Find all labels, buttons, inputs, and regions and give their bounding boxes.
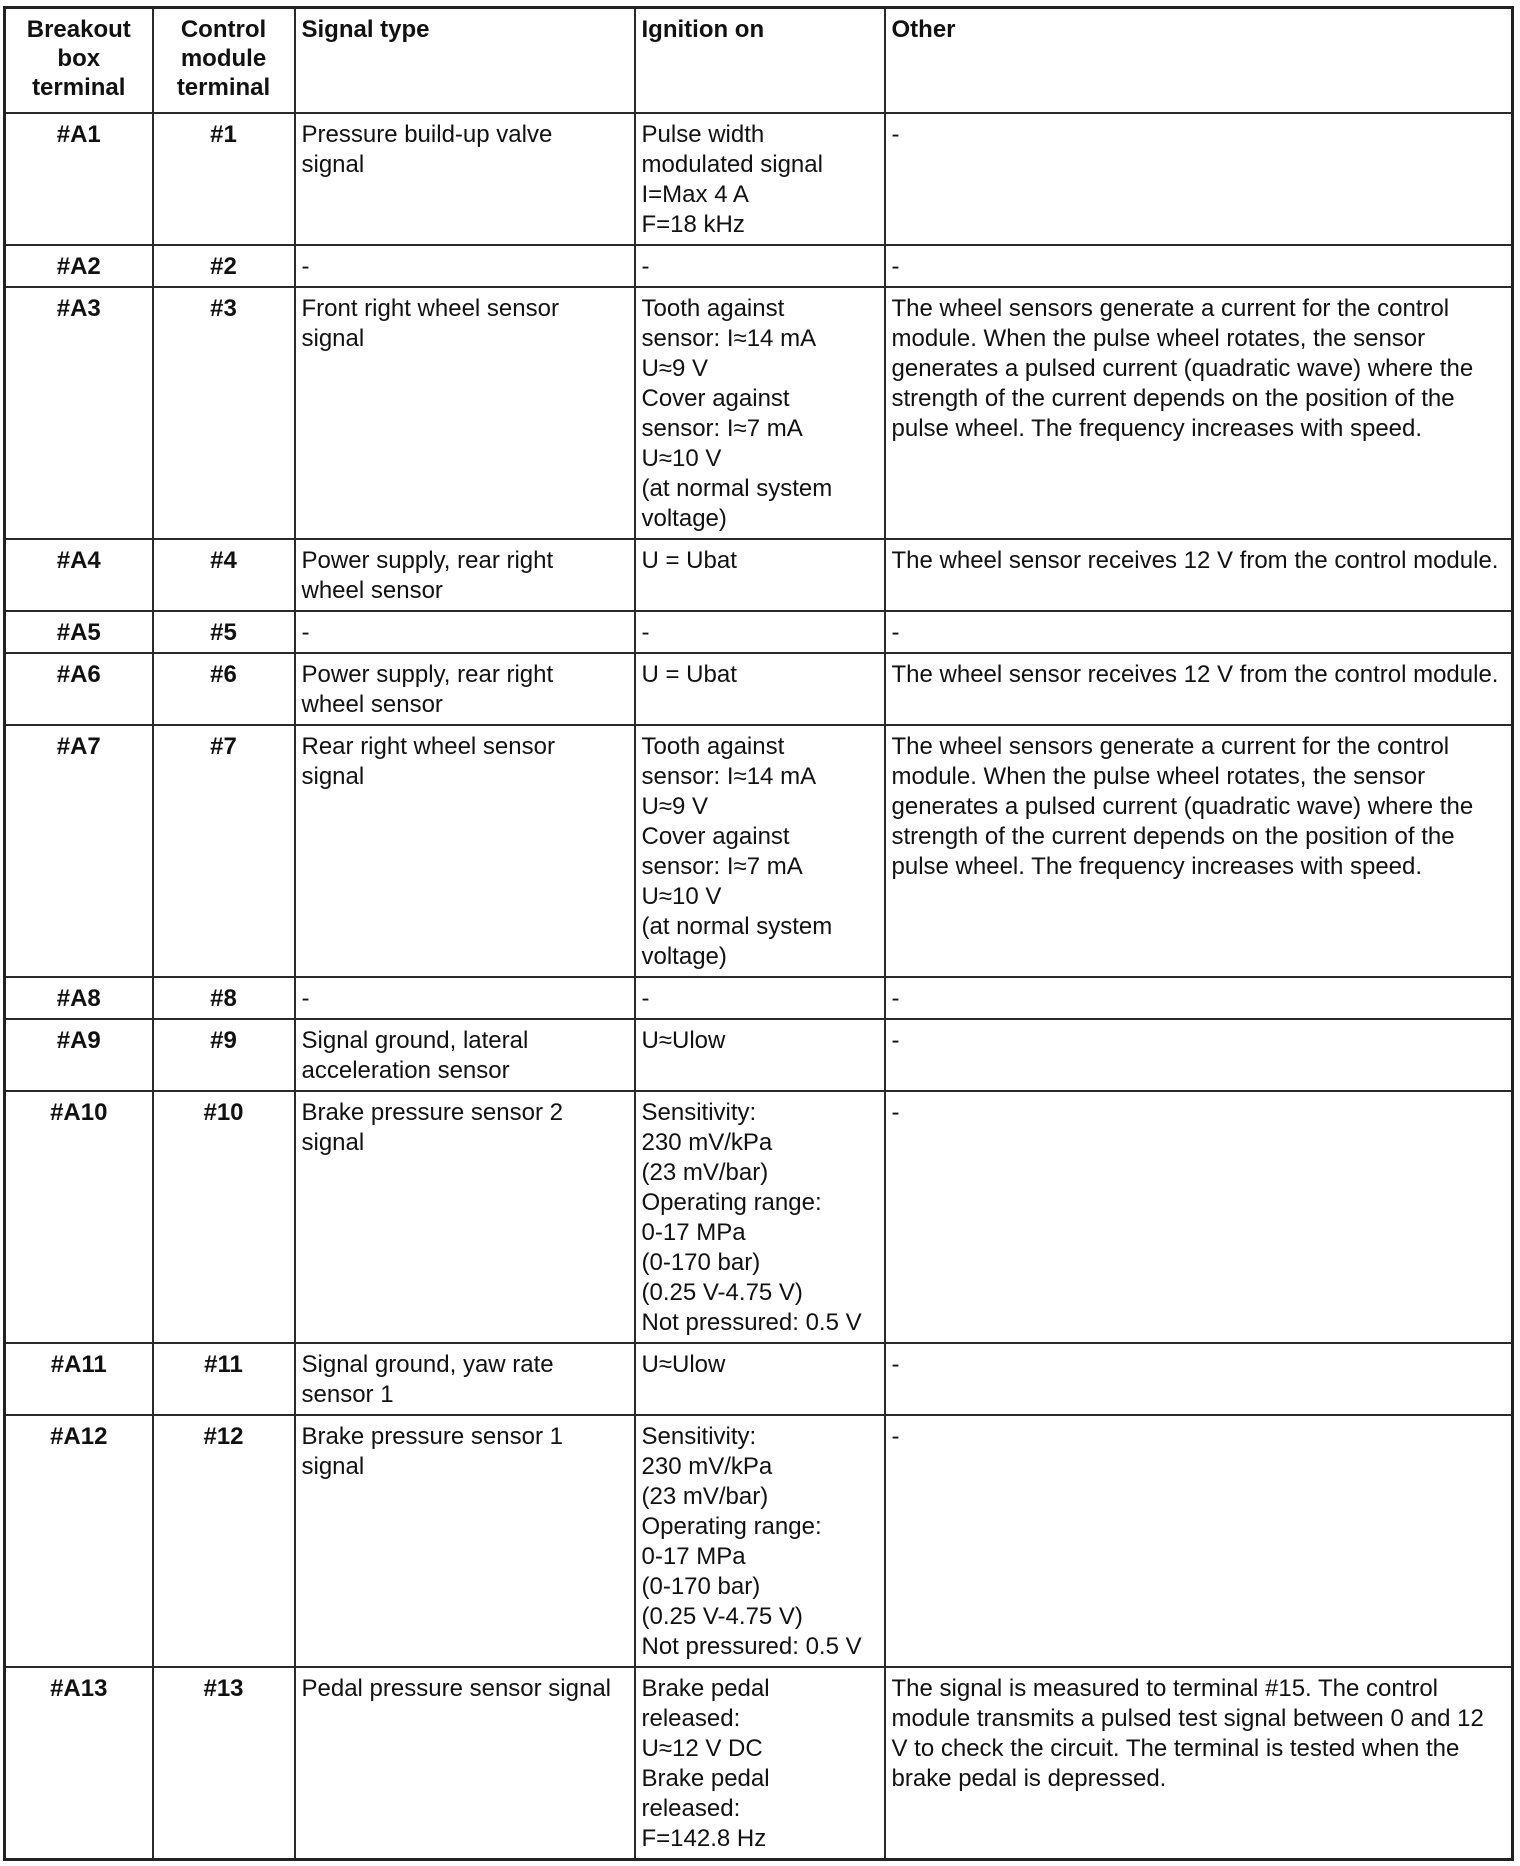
other-cell: - — [885, 611, 1513, 653]
breakout-terminal-cell: #A10 — [5, 1091, 153, 1343]
control-terminal-cell: #12 — [153, 1415, 295, 1667]
signal-type-cell: Power supply, rear right wheel sensor — [295, 539, 635, 611]
control-terminal-cell: #8 — [153, 977, 295, 1019]
header-ignition-on: Ignition on — [635, 8, 885, 114]
ignition-on-cell: Pulse width modulated signal I=Max 4 A F=18 kHz — [635, 113, 885, 245]
other-cell: - — [885, 977, 1513, 1019]
control-terminal-cell: #10 — [153, 1091, 295, 1343]
breakout-terminal-cell: #A6 — [5, 653, 153, 725]
control-terminal-cell: #9 — [153, 1019, 295, 1091]
ignition-on-cell: Sensitivity: 230 mV/kPa (23 mV/bar) Operating range: 0-17 MPa (0-170 bar) (0.25 V-4.75 V) Not pressured: 0.5 V — [635, 1415, 885, 1667]
signal-type-cell: Front right wheel sensor signal — [295, 287, 635, 539]
other-cell: The wheel sensors generate a current for the control module. When the pulse wheel rotates, the sensor generates a pulsed current (quadratic wave) where the strength of the current depends on the position of the pulse wheel. The frequency increases with speed. — [885, 725, 1513, 977]
other-cell: The wheel sensors generate a current for the control module. When the pulse wheel rotates, the sensor generates a pulsed current (quadratic wave) where the strength of the current depends on the position of the pulse wheel. The frequency increases with speed. — [885, 287, 1513, 539]
signal-type-cell: - — [295, 245, 635, 287]
table-row — [5, 113, 1513, 245]
signal-type-cell: Pedal pressure sensor signal — [295, 1667, 635, 1860]
table-row — [5, 245, 1513, 287]
signal-type-cell: Signal ground, lateral acceleration sensor — [295, 1019, 635, 1091]
other-cell: - — [885, 1343, 1513, 1415]
ignition-on-cell: U≈Ulow — [635, 1343, 885, 1415]
other-cell: The wheel sensor receives 12 V from the control module. — [885, 539, 1513, 611]
breakout-terminal-cell: #A4 — [5, 539, 153, 611]
signal-type-cell: Pressure build-up valve signal — [295, 113, 635, 245]
signal-type-cell: Brake pressure sensor 1 signal — [295, 1415, 635, 1667]
ignition-on-cell: Sensitivity: 230 mV/kPa (23 mV/bar) Operating range: 0-17 MPa (0-170 bar) (0.25 V-4.75 V) Not pressured: 0.5 V — [635, 1091, 885, 1343]
other-cell: - — [885, 1415, 1513, 1667]
ignition-on-cell: Brake pedal released: U≈12 V DC Brake pedal released: F=142.8 Hz — [635, 1667, 885, 1860]
table-row — [5, 1091, 1513, 1343]
other-cell: - — [885, 1091, 1513, 1343]
document-page — [3, 6, 1511, 1861]
control-terminal-cell: #11 — [153, 1343, 295, 1415]
breakout-terminal-cell: #A2 — [5, 245, 153, 287]
ignition-on-cell: U≈Ulow — [635, 1019, 885, 1091]
control-terminal-cell: #1 — [153, 113, 295, 245]
breakout-terminal-cell: #A1 — [5, 113, 153, 245]
signal-type-cell: Signal ground, yaw rate sensor 1 — [295, 1343, 635, 1415]
signal-type-cell: - — [295, 977, 635, 1019]
header-signal-type: Signal type — [295, 8, 635, 114]
table-row — [5, 725, 1513, 977]
signal-type-cell: Power supply, rear right wheel sensor — [295, 653, 635, 725]
other-cell: The signal is measured to terminal #15. The control module transmits a pulsed test signal between 0 and 12 V to check the circuit. The terminal is tested when the brake pedal is depressed. — [885, 1667, 1513, 1860]
ignition-on-cell: Tooth against sensor: I≈14 mA U≈9 V Cover against sensor: I≈7 mA U≈10 V (at normal system voltage) — [635, 287, 885, 539]
control-terminal-cell: #5 — [153, 611, 295, 653]
breakout-terminal-cell: #A9 — [5, 1019, 153, 1091]
control-terminal-cell: #4 — [153, 539, 295, 611]
signal-type-cell: Brake pressure sensor 2 signal — [295, 1091, 635, 1343]
table-row — [5, 653, 1513, 725]
breakout-terminal-cell: #A12 — [5, 1415, 153, 1667]
header-control-module-terminal: Control module terminal — [153, 8, 295, 114]
breakout-terminal-cell: #A3 — [5, 287, 153, 539]
breakout-terminal-cell: #A13 — [5, 1667, 153, 1860]
breakout-terminal-cell: #A5 — [5, 611, 153, 653]
ignition-on-cell: U = Ubat — [635, 539, 885, 611]
header-breakout-terminal: Breakout box terminal — [5, 8, 153, 114]
breakout-terminal-cell: #A11 — [5, 1343, 153, 1415]
table-row — [5, 611, 1513, 653]
table-row — [5, 1667, 1513, 1860]
control-terminal-cell: #13 — [153, 1667, 295, 1860]
header-other: Other — [885, 8, 1513, 114]
ignition-on-cell: - — [635, 245, 885, 287]
signal-type-cell: - — [295, 611, 635, 653]
header-row — [5, 8, 1513, 114]
table-row — [5, 1019, 1513, 1091]
table-row — [5, 287, 1513, 539]
table-row — [5, 1415, 1513, 1667]
ignition-on-cell: - — [635, 611, 885, 653]
control-terminal-cell: #7 — [153, 725, 295, 977]
ignition-on-cell: U = Ubat — [635, 653, 885, 725]
ignition-on-cell: - — [635, 977, 885, 1019]
other-cell: - — [885, 113, 1513, 245]
breakout-terminal-cell: #A7 — [5, 725, 153, 977]
table-row — [5, 539, 1513, 611]
control-terminal-cell: #2 — [153, 245, 295, 287]
terminal-table — [3, 6, 1514, 1861]
other-cell: - — [885, 245, 1513, 287]
other-cell: - — [885, 1019, 1513, 1091]
table-row — [5, 1343, 1513, 1415]
ignition-on-cell: Tooth against sensor: I≈14 mA U≈9 V Cover against sensor: I≈7 mA U≈10 V (at normal system voltage) — [635, 725, 885, 977]
control-terminal-cell: #6 — [153, 653, 295, 725]
breakout-terminal-cell: #A8 — [5, 977, 153, 1019]
control-terminal-cell: #3 — [153, 287, 295, 539]
table-row — [5, 977, 1513, 1019]
other-cell: The wheel sensor receives 12 V from the control module. — [885, 653, 1513, 725]
signal-type-cell: Rear right wheel sensor signal — [295, 725, 635, 977]
